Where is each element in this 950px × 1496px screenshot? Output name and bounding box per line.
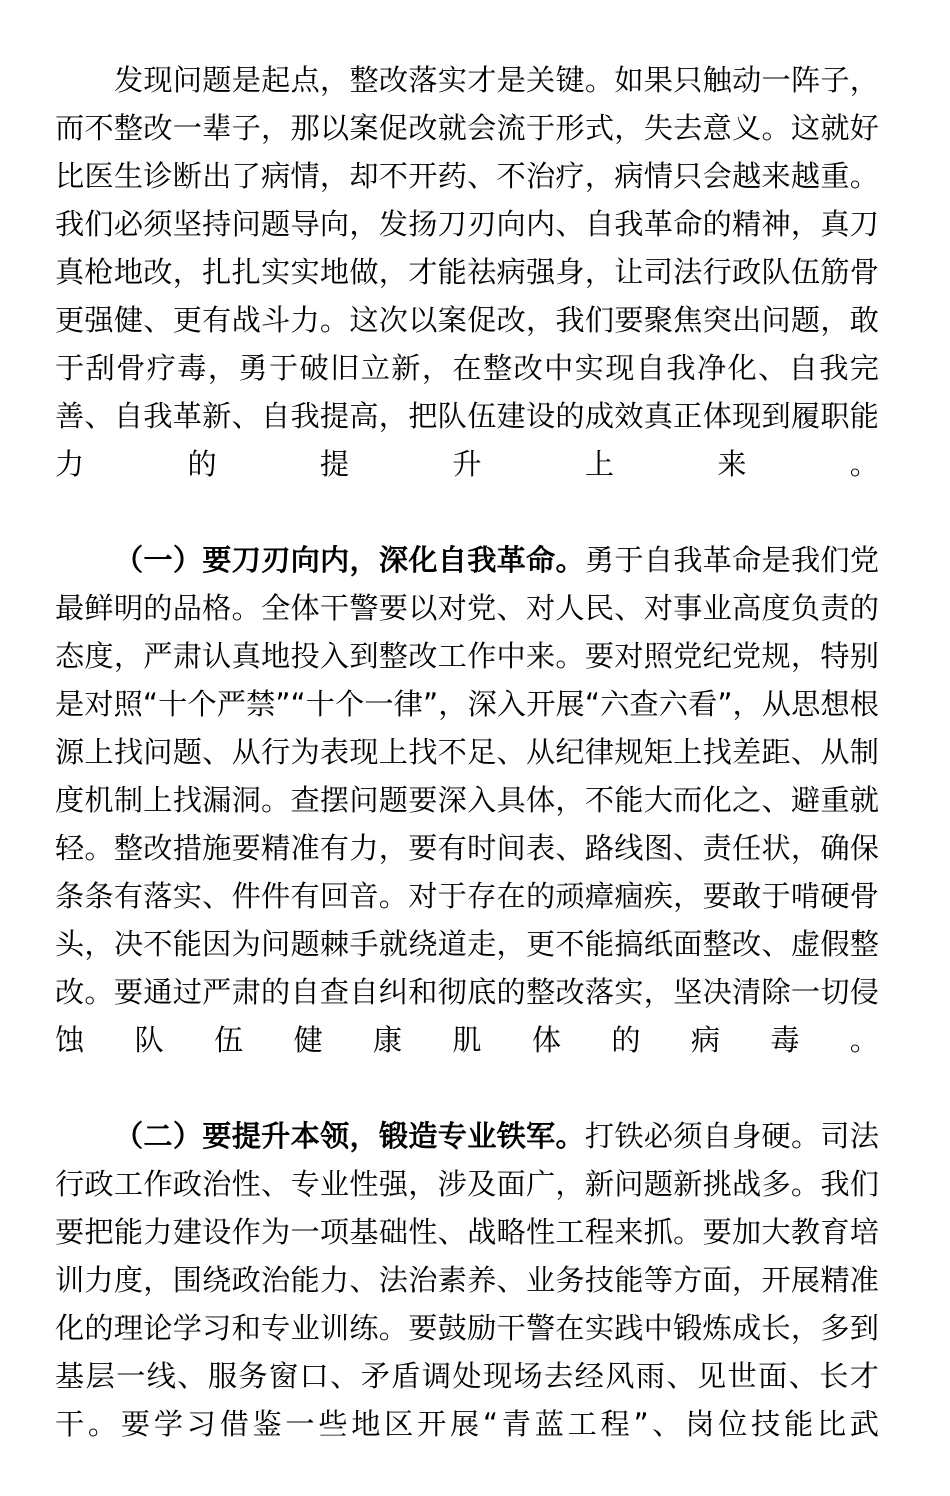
document-body bbox=[55, 56, 879, 1496]
paragraph-1-text: 发现问题是起点，整改落实才是关键。如果只触动一阵子，而不整改一辈子，那以案促改就会流于形式，失去意义。这就好比医生诊断出了病情，却不开药、不治疗，病情只会越来越重。我们必须坚持问题导向，发扬刀刃向内、自我革命的精神，真刀真枪地改，扎扎实实地做，才能祛病强身，让司法行政队伍筋骨更强健、更有战斗力。这次以案促改，我们要聚焦突出问题，敢于刮骨疗毒，勇于破旧立新，在整改中实现自我净化、自我完善、自我革新、自我提高，把队伍建设的成效真正体现到履职能力的提升上来。 bbox=[55, 63, 879, 481]
paragraph-3 bbox=[55, 1112, 879, 1496]
paragraph-3-text: 打铁必须自身硬。司法行政工作政治性、专业性强，涉及面广，新问题新挑战多。我们要把能力建设作为一项基础性、战略性工程来抓。要加大教育培训力度，围绕政治能力、法治素养、业务技能等方面，开展精准化的理论学习和专业训练。要鼓励干警在实践中锻炼成长，多到基层一线、服务窗口、矛盾调处现场去经风雨、见世面、长才干。要学习借鉴一些地区开展“青蓝工程”、岗位技能比武 bbox=[55, 1119, 880, 1441]
paragraph-2-text: 勇于自我革命是我们党最鲜明的品格。全体干警要以对党、对人民、对事业高度负责的态度，严肃认真地投入到整改工作中来。要对照党纪党规，特别是对照“十个严禁”“十个一律”，深入开展“六查六看”，从思想根源上找问题、从行为表现上找不足、从纪律规矩上找差距、从制度机制上找漏洞。查摆问题要深入具体，不能大而化之、避重就轻。整改措施要精准有力，要有时间表、路线图、责任状，确保条条有落实、件件有回音。对于存在的顽瘴痼疾，要敢于啃硬骨头，决不能因为问题棘手就绕道走，更不能搞纸面整改、虚假整改。要通过严肃的自查自纠和彻底的整改落实，坚决清除一切侵蚀队伍健康肌体的病毒。 bbox=[55, 543, 880, 1057]
paragraph-3-heading: （二）要提升本领，锻造专业铁军。 bbox=[114, 1119, 585, 1153]
paragraph-2-heading: （一）要刀刃向内，深化自我革命。 bbox=[114, 543, 585, 577]
paragraph-1 bbox=[55, 56, 879, 536]
paragraph-2 bbox=[55, 536, 879, 1112]
